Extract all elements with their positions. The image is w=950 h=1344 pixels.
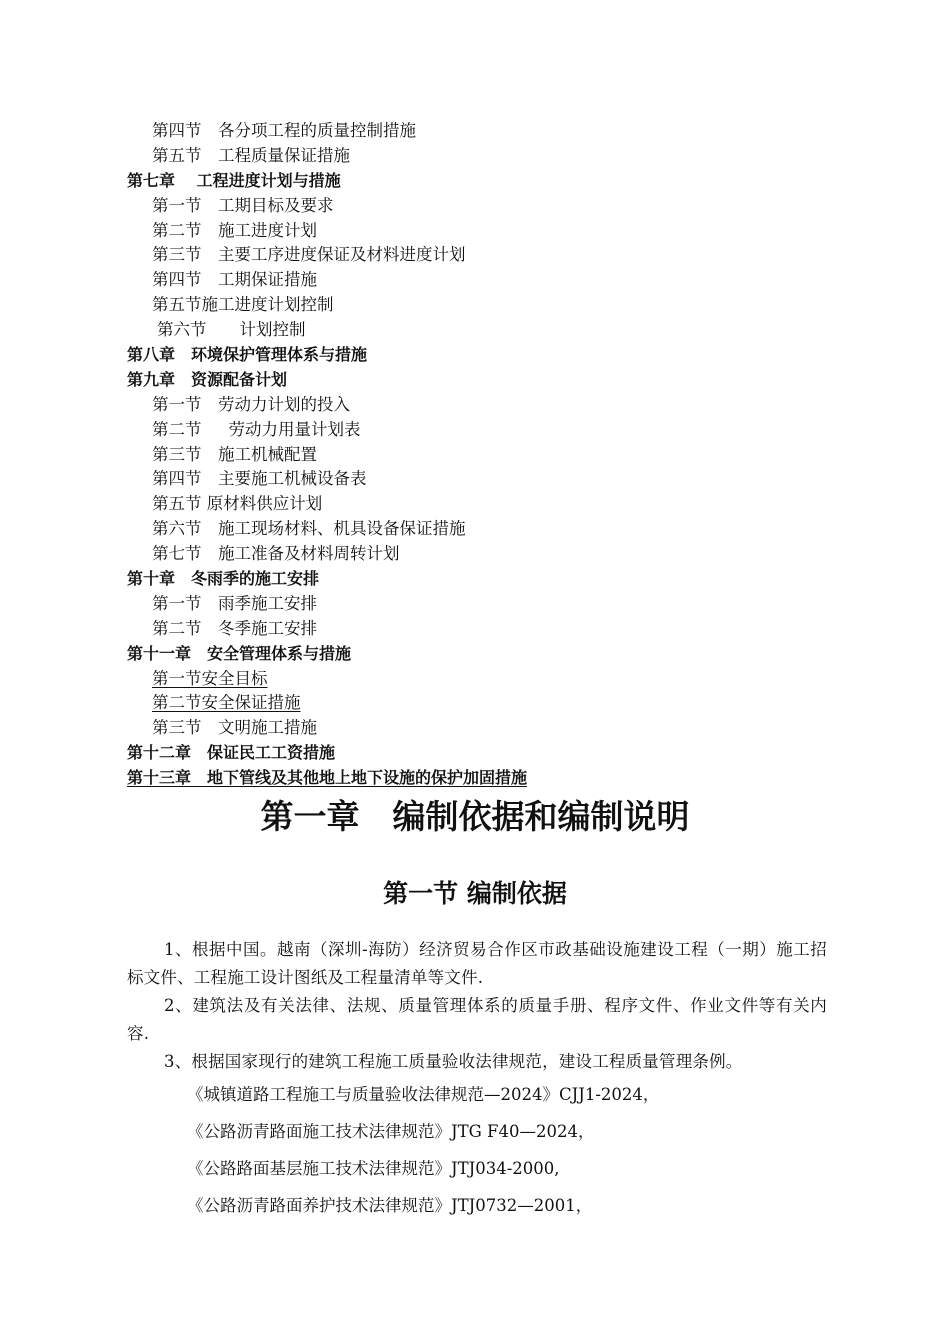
section-title: 第一节 编制依据 — [383, 879, 567, 908]
toc-section[interactable]: 第一节 工期目标及要求 — [152, 195, 334, 215]
document-body — [127, 936, 827, 1224]
toc-chapter[interactable]: 第九章 资源配备计划 — [127, 369, 288, 389]
standard-reference: 《公路沥青路面施工技术法律规范》JTG F40—2024， — [187, 1122, 595, 1141]
toc-chapter[interactable]: 第十二章 保证民工工资措施 — [127, 743, 336, 763]
toc-section[interactable]: 第一节 劳动力计划的投入 — [152, 394, 350, 414]
toc-section[interactable]: 第三节 施工机械配置 — [152, 444, 317, 464]
standard-reference: 《公路路面基层施工技术法律规范》JTJ034-2000, — [187, 1159, 560, 1178]
paragraph: 1、根据中国。越南（深圳-海防）经济贸易合作区市政基础设施建设工程（一期）施工招标文件、工程施工设计图纸及工程量清单等文件. — [127, 940, 827, 987]
toc-chapter-link[interactable]: 第十三章 地下管线及其他地上地下设施的保护加固措施 — [127, 768, 528, 788]
toc-chapter[interactable]: 第七章 工程进度计划与措施 — [127, 170, 341, 190]
toc-section[interactable]: 第六节 施工现场材料、机具设备保证措施 — [152, 519, 466, 539]
toc-section[interactable]: 第二节 冬季施工安排 — [152, 618, 317, 638]
standard-reference: 《城镇道路工程施工与质量验收法律规范—2024》CJJ1-2024， — [187, 1085, 660, 1104]
toc-section[interactable]: 第四节 各分项工程的质量控制措施 — [152, 121, 416, 140]
toc-chapter[interactable]: 第十章 冬雨季的施工安排 — [127, 569, 320, 589]
toc-section[interactable]: 第三节 主要工序进度保证及材料进度计划 — [152, 245, 466, 265]
paragraph: 3、根据国家现行的建筑工程施工质量验收法律规范，建设工程质量管理条例。 — [164, 1052, 743, 1071]
toc-chapter[interactable]: 第十一章 安全管理体系与措施 — [127, 643, 352, 663]
toc-section-link[interactable]: 第一节安全目标 — [152, 668, 268, 688]
toc-chapter[interactable]: 第八章 环境保护管理体系与措施 — [127, 345, 368, 365]
toc-section[interactable]: 第五节施工进度计划控制 — [152, 295, 334, 315]
toc-section[interactable]: 第二节 劳动力用量计划表 — [152, 419, 361, 439]
toc-section[interactable]: 第四节 主要施工机械设备表 — [152, 469, 367, 489]
toc-section[interactable]: 第五节 工程质量保证措施 — [152, 145, 350, 165]
table-of-contents — [127, 119, 847, 791]
toc-section[interactable]: 第七节 施工准备及材料周转计划 — [152, 544, 400, 564]
toc-section-link[interactable]: 第二节安全保证措施 — [152, 693, 301, 713]
toc-section[interactable]: 第六节 计划控制 — [157, 320, 306, 340]
toc-section[interactable]: 第二节 施工进度计划 — [152, 220, 317, 240]
toc-section[interactable]: 第三节 文明施工措施 — [152, 718, 317, 738]
toc-section[interactable]: 第四节 工期保证措施 — [152, 270, 317, 290]
paragraph: 2、建筑法及有关法律、法规、质量管理体系的质量手册、程序文件、作业文件等有关内容. — [127, 996, 827, 1043]
toc-section[interactable]: 第一节 雨季施工安排 — [152, 593, 317, 613]
standard-reference: 《公路沥青路面养护技术法律规范》JTJ0732—2001， — [187, 1196, 593, 1215]
toc-section[interactable]: 第五节 原材料供应计划 — [152, 494, 323, 514]
chapter-title: 第一章 编制依据和编制说明 — [260, 797, 690, 836]
